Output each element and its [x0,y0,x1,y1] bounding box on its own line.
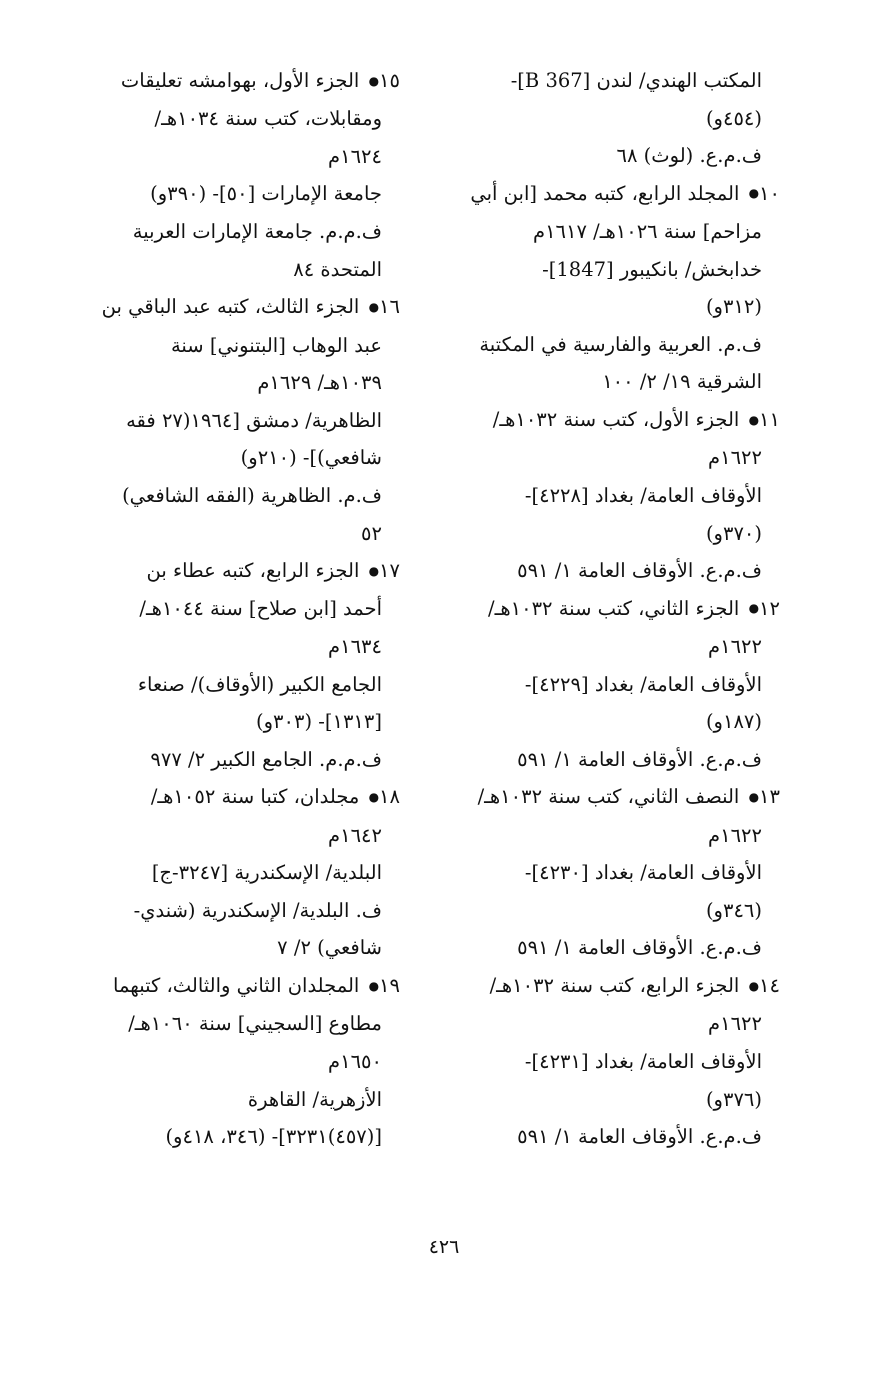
entry-number: ١٧ [379,559,400,583]
bullet-icon: ● [368,978,380,993]
entry-line: ف. البلدية/ الإسكندرية (شندي- [133,898,382,922]
entry-line: أحمد [ابن صلاح] سنة ١٠٤٤هـ/ [139,597,382,621]
entry-line: ف.م.م. الجامع الكبير ٢/ ٩٧٧ [150,747,382,771]
continued-entry-reference: ف.م.ع. (لوث) ٦٨ [616,144,762,168]
entry-line: ١٠٣٩هـ/ ١٦٢٩م [257,371,382,395]
entry-line: خدابخش/ بانكيبور [1847]- [542,257,762,281]
entry-line: (٣٤٦و) [705,898,762,922]
bullet-icon: ● [748,412,760,427]
entry-number: ١٥ [379,69,400,92]
bullet-icon: ● [748,601,760,616]
entry-line: مطاوع [السجيني] سنة ١٠٦٠هـ/ [128,1012,382,1036]
entry-line: ف.م.ع. الأوقاف العامة ١/ ٥٩١ [517,936,762,960]
entry-line: ف.م.ع. الأوقاف العامة ١/ ٥٩١ [517,1125,762,1149]
entry-line: الجزء الأول، بهوامشه تعليقات [120,69,360,92]
entry-line: (١٨٧و) [705,710,762,734]
entry-line: البلدية/ الإسكندرية [٣٢٤٧-ج] [151,861,382,885]
entry-line: ١٦٢٤م [328,144,382,168]
entry-line: ١٦٢٢م [708,1012,762,1036]
catalog-entry [60,552,400,778]
bullet-icon: ● [368,299,380,314]
entry-line: عبد الوهاب [البتنوني] سنة [170,333,382,357]
entry-number: ١٣ [759,785,780,809]
page-number: ٤٢٦ [428,1236,460,1258]
bullet-icon: ● [748,186,760,201]
entry-number: ١٤ [759,974,780,998]
entry-line: الأزهرية/ القاهرة [247,1087,382,1111]
entry-line: [(٤٥٧)٣٢٣١]- (٣٤٦، ٤١٨و) [165,1125,382,1149]
continued-entry-line: المكتب الهندي/ لندن [B 367]- [510,69,762,92]
entry-line: ١٦٢٢م [708,446,762,470]
entry-line: الجامع الكبير (الأوقاف)/ صنعاء [137,672,382,696]
entry-number: ١١ [759,408,780,432]
catalog-entry [60,62,400,288]
catalog-entry [444,175,780,401]
entry-line: الجزء الرابع، كتب سنة ١٠٣٢هـ/ [489,974,740,998]
entry-line: الأوقاف العامة/ بغداد [٤٢٣٠]- [524,861,762,885]
entry-line: شافعي) ٢/ ٧ [277,936,382,960]
entry-line: جامعة الإمارات [٥٠]- (٣٩٠و) [150,182,382,206]
entry-line: ٥٢ [361,521,382,545]
entry-line: مجلدان، كتبا سنة ١٠٥٢هـ/ [150,785,360,809]
entry-line: (٣٧٦و) [705,1087,762,1111]
entry-line: مزاحم] سنة ١٠٢٦هـ/ ١٦١٧م [533,220,762,244]
entry-line: الأوقاف العامة/ بغداد [٤٢٢٨]- [524,483,762,507]
entry-line: ١٦٥٠م [328,1049,382,1073]
catalog-entry [444,590,780,779]
entry-number: ١٨ [379,785,400,809]
entry-line: (٣١٢و) [705,295,762,319]
entry-number: ١٢ [759,596,780,620]
entry-line: ١٦٢٢م [708,635,762,659]
catalog-entry [60,967,400,1156]
entry-line: ف.م. الظاهرية (الفقه الشافعي) [122,483,382,507]
entry-line: [١٣١٣]- (٣٠٣و) [256,710,382,734]
entry-line: ف.م.ع. الأوقاف العامة ١/ ٥٩١ [517,747,762,771]
entry-line: الأوقاف العامة/ بغداد [٤٢٢٩]- [524,672,762,696]
continued-entry-line: (٤٥٤و) [705,106,762,130]
entry-line: النصف الثاني، كتب سنة ١٠٣٢هـ/ [477,785,740,809]
entry-line: (٣٧٠و) [705,521,762,545]
catalog-entry [444,778,780,967]
entry-line: الظاهرية/ دمشق [١٩٦٤(٢٧ فقه [126,408,382,432]
entry-line: المتحدة ٨٤ [293,257,382,281]
entry-line: شافعي)]- (٢١٠و) [240,446,382,470]
bullet-icon: ● [748,790,760,805]
bullet-icon: ● [748,978,760,993]
right-column [444,62,780,1156]
bullet-icon: ● [368,563,380,578]
entry-line: الشرقية ١٩/ ٢/ ١٠٠ [602,370,762,394]
left-column [60,62,400,1156]
entry-line: الأوقاف العامة/ بغداد [٤٢٣١]- [524,1049,762,1073]
entry-line: ١٦٤٢م [328,823,382,847]
entry-line: ف.م. العربية والفارسية في المكتبة [479,332,762,356]
entry-line: ١٦٣٤م [328,635,382,659]
entry-line: ١٦٢٢م [708,823,762,847]
catalog-entry [60,288,400,552]
bullet-icon: ● [368,790,380,805]
entry-line: المجلدان الثاني والثالث، كتبهما [113,974,360,998]
entry-number: ١٩ [379,974,400,998]
catalog-entry [60,778,400,967]
bullet-icon: ● [368,73,380,88]
entry-line: ومقابلات، كتب سنة ١٠٣٤هـ/ [154,107,382,131]
entry-line: ف.م.ع. الأوقاف العامة ١/ ٥٩١ [517,559,762,583]
entry-line: الجزء الأول، كتب سنة ١٠٣٢هـ/ [492,408,740,432]
catalog-entry [444,967,780,1156]
entry-line: الجزء الثاني، كتب سنة ١٠٣٢هـ/ [488,596,740,620]
entry-number: ١٠ [759,181,780,205]
entry-line: ف.م.م. جامعة الإمارات العربية [132,220,382,244]
entry-line: الجزء الرابع، كتبه عطاء بن [146,559,360,583]
entry-line: الجزء الثالث، كتبه عبد الباقي بن [101,295,360,319]
entry-line: المجلد الرابع، كتبه محمد [ابن أبي [470,181,740,205]
entry-number: ١٦ [379,295,400,319]
catalog-entry [444,401,780,590]
